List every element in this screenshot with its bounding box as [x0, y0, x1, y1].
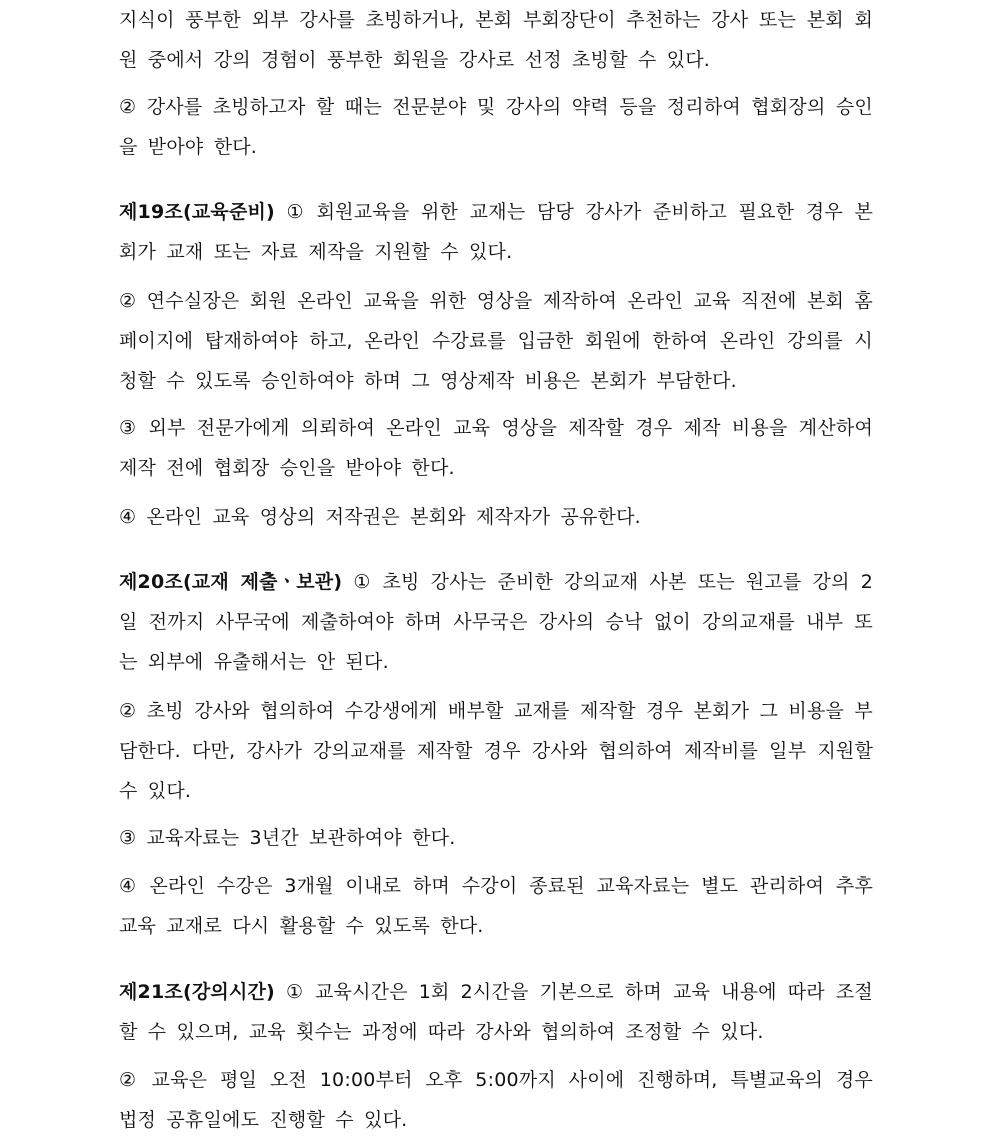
article-20-paragraph-2: ② 초빙 강사와 협의하여 수강생에게 배부할 교재를 제작할 경우 본회가 그 비용을 부담한다. 다만, 강사가 강의교재를 제작할 경우 강사와 협의하여 제작비를 일부 지원할 수 있다. [119, 700, 873, 802]
article-19-paragraph-4: ④ 온라인 교육 영상의 저작권은 본회와 제작자가 공유한다. [119, 506, 641, 528]
article-21-p1-text: ① 교육시간은 1회 2시간을 기본으로 하며 교육 내용에 따라 조절할 수 있으며, 교육 횟수는 과정에 따라 강사와 협의하여 조정할 수 있다. [119, 981, 873, 1043]
article-21-paragraph-2: ② 교육은 평일 오전 10:00부터 오후 5:00까지 사이에 진행하며, 특별교육의 경우 법정 공휴일에도 진행할 수 있다. [119, 1069, 873, 1131]
article-20-paragraph-4: ④ 온라인 수강은 3개월 이내로 하며 수강이 종료된 교육자료는 별도 관리하여 추후 교육 교재로 다시 활용할 수 있도록 한다. [119, 875, 873, 937]
article-20-title: 제20조(교재 제출ㆍ보관) [119, 571, 343, 593]
article-20-paragraph-3: ③ 교육자료는 3년간 보관하여야 한다. [119, 827, 456, 849]
article-19-paragraph-3: ③ 외부 전문가에게 의뢰하여 온라인 교육 영상을 제작할 경우 제작 비용을 계산하여 제작 전에 협회장 승인을 받아야 한다. [119, 417, 873, 479]
article-19-p1-text: ① 회원교육을 위한 교재는 담당 강사가 준비하고 필요한 경우 본회가 교재 또는 자료 제작을 지원할 수 있다. [119, 201, 873, 263]
article-19-title: 제19조(교육준비) [119, 201, 275, 223]
article-21-paragraph-1 [119, 972, 873, 1052]
article-21-title: 제21조(강의시간) [119, 981, 275, 1003]
article-18-continuation: 지식이 풍부한 외부 강사를 초빙하거나, 본회 부회장단이 추천하는 강사 또는 본회 회원 중에서 강의 경험이 풍부한 회원을 강사로 선정 초빙할 수 있다. [119, 9, 873, 71]
article-19-paragraph-1 [119, 192, 873, 272]
article-18-paragraph-2: ② 강사를 초빙하고자 할 때는 전문분야 및 강사의 약력 등을 정리하여 협회장의 승인을 받아야 한다. [119, 96, 873, 158]
article-20-paragraph-1 [119, 562, 873, 682]
article-19-paragraph-2: ② 연수실장은 회원 온라인 교육을 위한 영상을 제작하여 온라인 교육 직전에 본회 홈페이지에 탑재하여야 하고, 온라인 수강료를 입금한 회원에 한하여 온라인 강의를 시청할 수 있도록 승인하여야 하며 그 영상제작 비용은 본회가 부담한다. [119, 290, 873, 392]
article-20-p1-text: ① 초빙 강사는 준비한 강의교재 사본 또는 원고를 강의 2일 전까지 사무국에 제출하여야 하며 사무국은 강사의 승낙 없이 강의교재를 내부 또는 외부에 유출해서는 안 된다. [119, 571, 873, 673]
